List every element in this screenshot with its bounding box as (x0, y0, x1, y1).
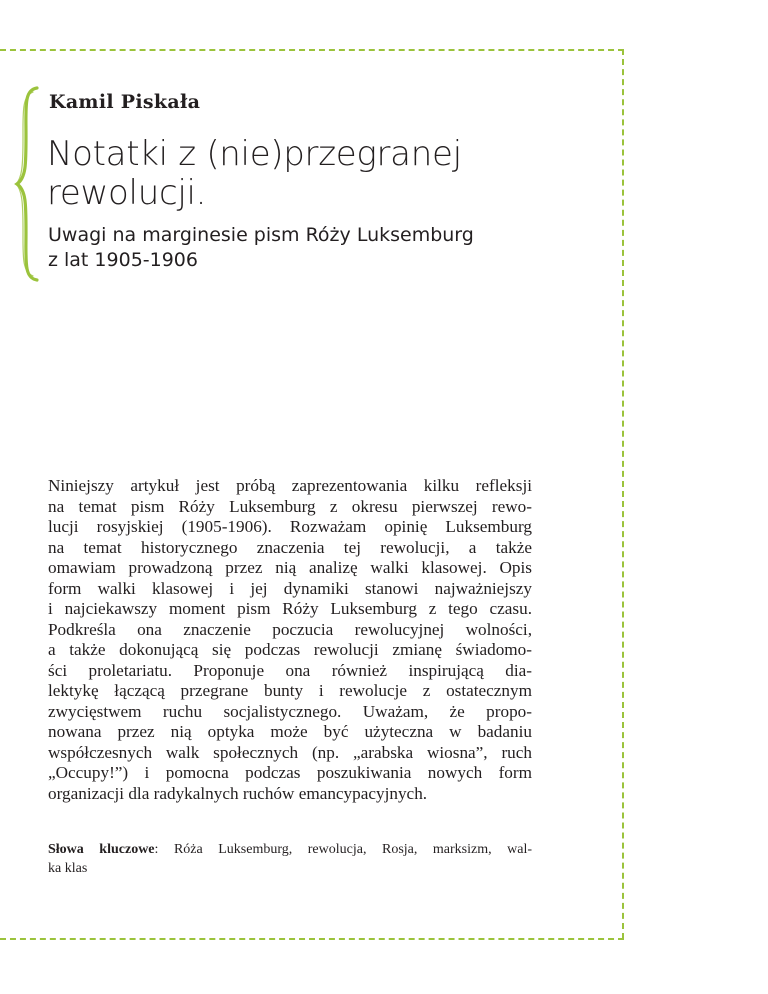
keywords-label: Słowa kluczowe (48, 842, 155, 857)
abstract-line: lektykę łączącą przegrane bunty i rewolucje z ostatecznym (48, 681, 532, 700)
curly-brace-icon (14, 86, 40, 282)
dashed-frame-bottom (0, 938, 624, 940)
subtitle-line: z lat 1905-1906 (48, 249, 198, 271)
abstract-line: organizacji dla radykalnych ruchów emancypacyjnych. (48, 783, 428, 803)
abstract-line: Niniejszy artykuł jest próbą zaprezentowania kilku refleksji (48, 476, 532, 495)
abstract-line: nowana przez nią optyka może być użyteczna w badaniu (48, 722, 532, 741)
abstract-line: i najciekawszy moment pism Róży Luksemburg z tego czasu. (48, 599, 532, 618)
dashed-frame-top (0, 49, 624, 51)
keywords-line: ka klas (48, 861, 88, 876)
title-line: Notatki z (nie)przegranej (47, 134, 462, 174)
abstract-line: na temat historycznego znaczenia tej rewolucji, a także (48, 537, 532, 557)
abstract-line: współczesnych walk społecznych (np. „arabska wiosna”, ruch (48, 742, 532, 762)
keywords-list: : Róża Luksemburg, rewolucja, Rosja, marksizm, wal- (154, 842, 532, 857)
article-subtitle (48, 223, 568, 273)
subtitle-line: Uwagi na marginesie pism Róży Luksemburg (48, 224, 474, 246)
abstract-line: Podkreśla ona znaczenie poczucia rewolucyjnej wolności, (48, 619, 532, 639)
abstract-line: form walki klasowej i jej dynamiki stanowi najważniejszy (48, 578, 532, 598)
abstract-line: a także dokonującą się podczas rewolucji zmianę świadomo- (48, 640, 532, 659)
keywords-block (48, 840, 532, 878)
abstract-line: „Occupy!”) i pomocna podczas poszukiwania nowych form (48, 763, 532, 782)
abstract-line: zwycięstwem ruchu socjalistycznego. Uważam, że propo- (48, 701, 532, 721)
article-title (47, 135, 587, 213)
abstract-line: na temat pism Róży Luksemburg z okresu pierwszej rewo- (48, 496, 532, 516)
abstract-paragraph (48, 476, 532, 804)
title-line: rewolucji. (47, 173, 207, 213)
author-name: Kamil Piskała (49, 91, 201, 113)
abstract-line: lucji rosyjskiej (1905-1906). Rozważam opinię Luksemburg (48, 517, 532, 536)
dashed-frame-right (622, 49, 624, 939)
abstract-line: ści proletariatu. Proponuje ona również inspirującą dia- (48, 660, 532, 680)
abstract-line: omawiam prowadzoną przez nią analizę walki klasowej. Opis (48, 558, 532, 577)
keywords-line (48, 840, 532, 859)
